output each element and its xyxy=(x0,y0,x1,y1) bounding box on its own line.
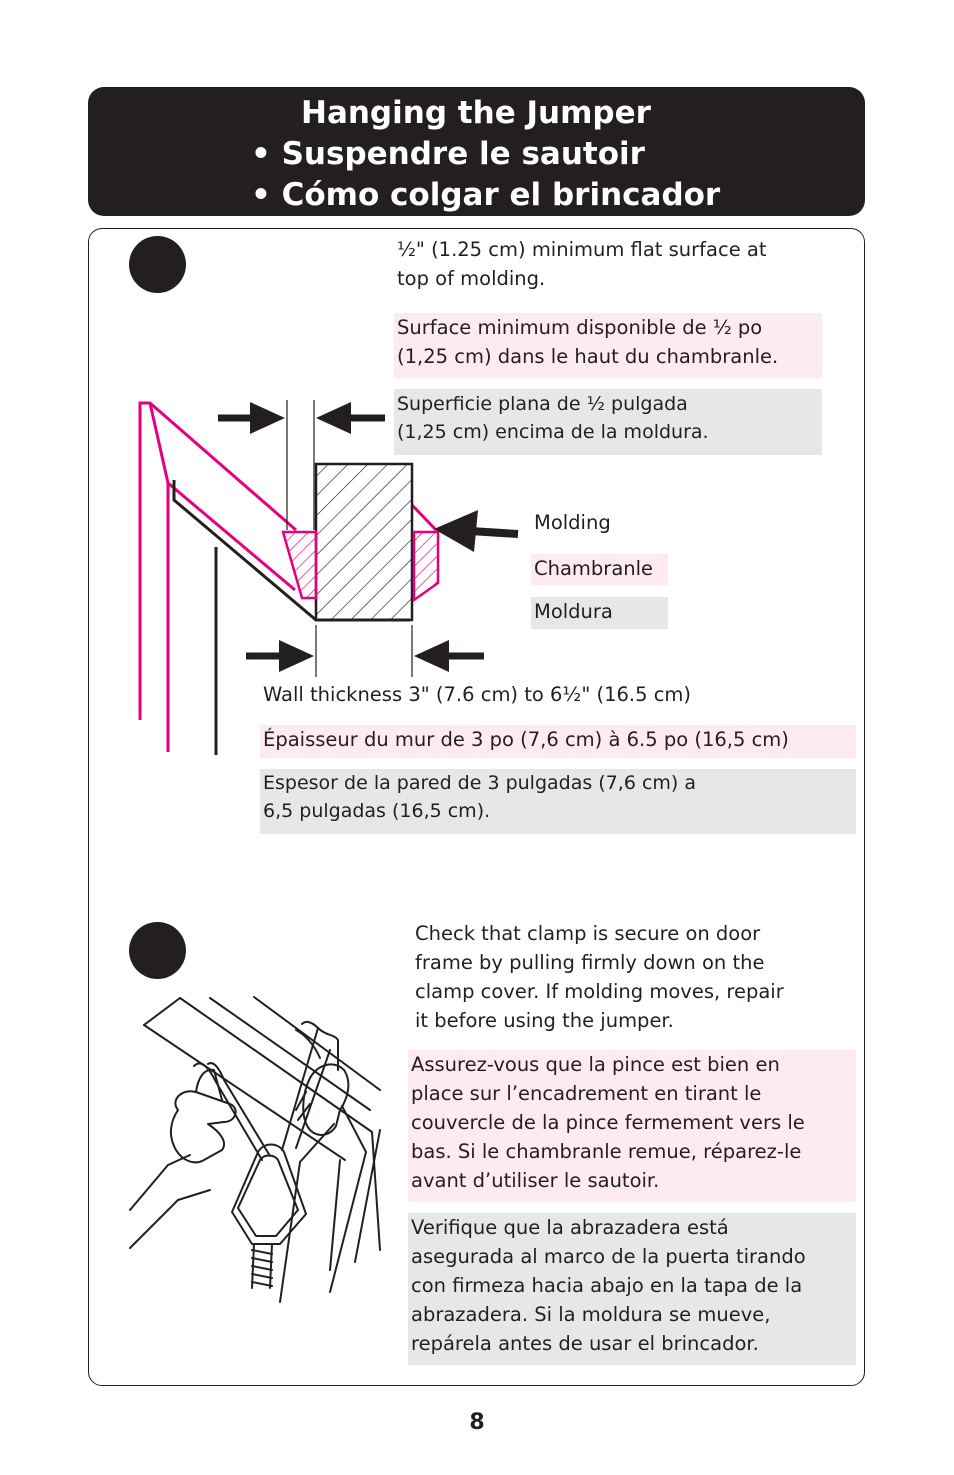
molding-label-fr: Chambranle xyxy=(531,554,668,585)
text-line: Verifique que la abrazadera está xyxy=(411,1216,729,1239)
page-number: 8 xyxy=(469,1410,485,1435)
header-title-en: Hanging the Jumper xyxy=(301,95,651,131)
text-line: ½" (1.25 cm) minimum flat surface at xyxy=(397,238,767,261)
text-line: (1,25 cm) dans le haut du chambranle. xyxy=(397,345,779,368)
text-line: 6,5 pulgadas (16,5 cm). xyxy=(263,800,491,822)
text-line: Assurez-vous que la pince est bien en xyxy=(411,1053,780,1076)
text-line: it before using the jumper. xyxy=(415,1009,674,1032)
text-line: asegurada al marco de la puerta tirando xyxy=(411,1245,806,1268)
text-line: Surface minimum disponible de ½ po xyxy=(397,316,763,339)
spring-coil xyxy=(252,1250,272,1286)
text-line: top of molding. xyxy=(397,267,546,290)
text-line: Espesor de la pared de 3 pulgadas (7,6 cm) a xyxy=(263,772,697,794)
left-hand xyxy=(130,1070,236,1248)
wall-thickness-text-fr: Épaisseur du mur de 3 po (7,6 cm) à 6.5 po (16,5 cm) xyxy=(260,725,856,758)
header-title-es: • Cómo colgar el brincador xyxy=(251,177,721,213)
text-line: (1,25 cm) encima de la moldura. xyxy=(397,421,709,443)
text-line: bas. Si le chambranle remue, réparez-le xyxy=(411,1140,802,1163)
text-line: frame by pulling firmly down on the xyxy=(415,951,765,974)
wall-thickness-text-en: Wall thickness 3" (7.6 cm) to 6½" (16.5 cm) xyxy=(263,683,692,706)
text-line: clamp cover. If molding moves, repair xyxy=(415,980,784,1003)
clamp-cover xyxy=(232,1145,306,1289)
molding-label-es: Moldura xyxy=(531,597,668,629)
text-line: couvercle de la pince fermement vers le xyxy=(411,1111,805,1134)
text-line: con firmeza hacia abajo en la tapa de la xyxy=(411,1274,803,1297)
text-line: avant d’utiliser le sautoir. xyxy=(411,1169,660,1192)
header-title-fr: • Suspendre le sautoir xyxy=(251,136,645,172)
text-line: Check that clamp is secure on door xyxy=(415,922,761,945)
right-hand xyxy=(280,1064,366,1302)
text-line: place sur l’encadrement en tirant le xyxy=(411,1082,762,1105)
clamp-check-text-en xyxy=(415,919,784,1035)
text-line: repárela antes de usar el brincador. xyxy=(411,1332,759,1355)
text-line: abrazadera. Si la moldura se mueve, xyxy=(411,1303,771,1326)
clamp-strap-left xyxy=(194,1063,270,1160)
clamp-check-text-es xyxy=(408,1213,856,1365)
molding-label-en: Molding xyxy=(534,511,611,534)
door-frame-beam xyxy=(144,997,380,1270)
clamp-check-text-fr xyxy=(408,1050,856,1202)
text-line: Superficie plana de ½ pulgada xyxy=(397,393,688,415)
